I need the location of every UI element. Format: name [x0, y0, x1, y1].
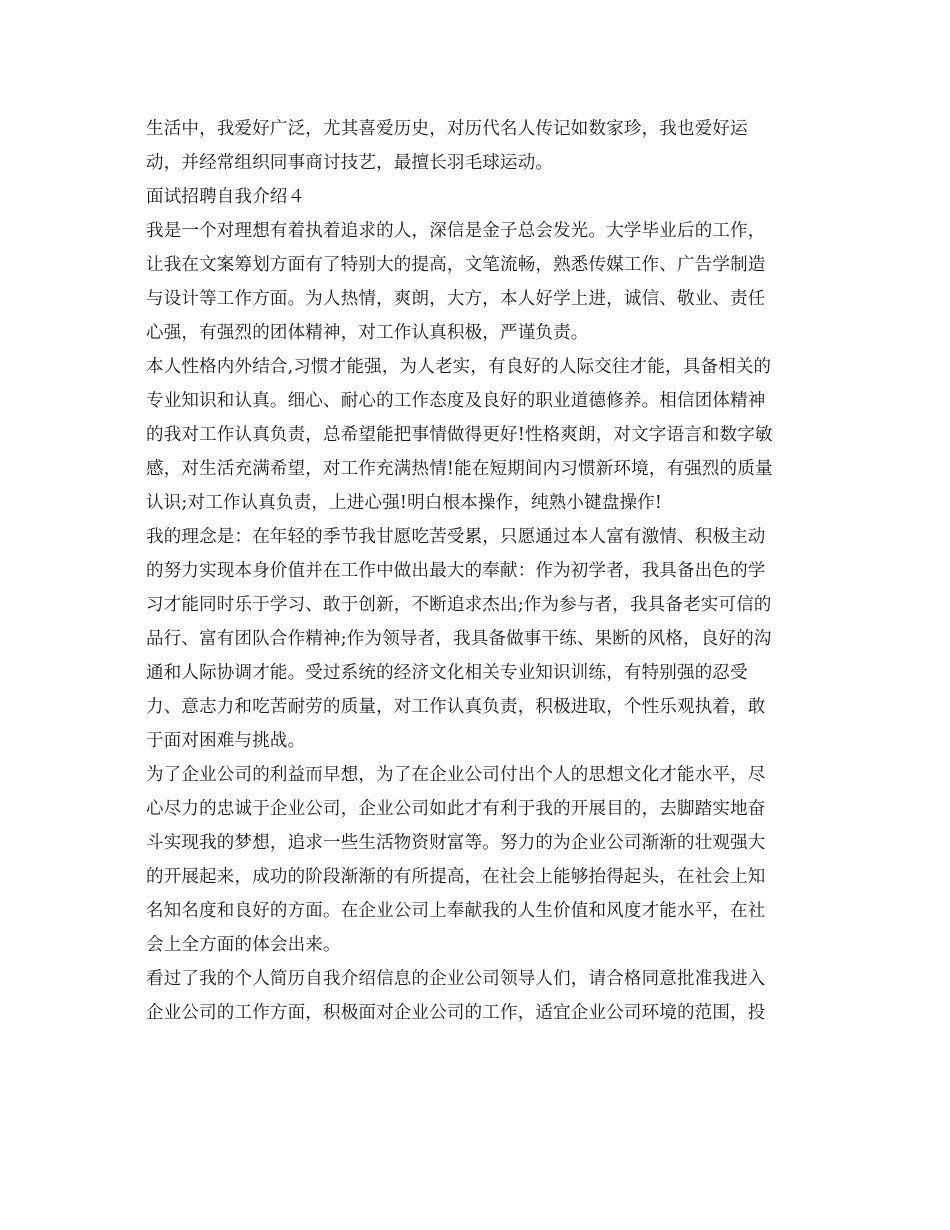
- text-line: 的开展起来，成功的阶段渐渐的有所提高，在社会上能够抬得起头，在社会上知: [146, 867, 766, 887]
- text-line: 看过了我的个人简历自我介绍信息的企业公司领导人们，请合格同意批准我进入: [146, 969, 766, 989]
- section-heading: 面试招聘自我介绍４: [146, 187, 306, 207]
- text-line: 通和人际协调才能。受过系统的经济文化相关专业知识训练，有特别强的忍受: [146, 663, 748, 683]
- text-line: 习才能同时乐于学习、敢于创新，不断追求杰出;作为参与者，我具备老实可信的: [146, 595, 772, 615]
- text-line: 专业知识和认真。细心、耐心的工作态度及良好的职业道德修养。相信团体精神: [146, 391, 766, 411]
- text-line: 于面对困难与挑战。: [146, 731, 306, 751]
- text-line: 与设计等工作方面。为人热情，爽朗，大方，本人好学上进，诚信、敬业、责任: [146, 289, 766, 309]
- text-line: 让我在文案筹划方面有了特别大的提高，文笔流畅，熟悉传媒工作、广告学制造: [146, 255, 766, 275]
- text-line: 的我对工作认真负责，总希望能把事情做得更好!性格爽朗，对文字语言和数字敏: [146, 425, 773, 445]
- text-line: 品行、富有团队合作精神;作为领导者，我具备做事干练、果断的风格，良好的沟: [146, 629, 772, 649]
- text-line: 会上全方面的体会出来。: [146, 935, 341, 955]
- text-line: 心尽力的忠诚于企业公司，企业公司如此才有利于我的开展目的，去脚踏实地奋: [146, 799, 766, 819]
- text-line: 名知名度和良好的方面。在企业公司上奉献我的人生价值和风度才能水平，在社: [146, 901, 766, 921]
- text-line: 我的理念是：在年轻的季节我甘愿吃苦受累，只愿通过本人富有激情、积极主动: [146, 527, 766, 547]
- text-line: 心强，有强烈的团体精神，对工作认真积极，严谨负责。: [146, 323, 589, 343]
- text-line: 企业公司的工作方面，积极面对企业公司的工作，适宜企业公司环境的范围，投: [146, 1003, 766, 1023]
- text-line: 本人性格内外结合,习惯才能强，为人老实，有良好的人际交往才能，具备相关的: [146, 357, 772, 377]
- text-line: 认识;对工作认真负责，上进心强!明白根本操作，纯熟小键盘操作!: [146, 493, 663, 513]
- text-line: 的努力实现本身价值并在工作中做出最大的奉献：作为初学者，我具备出色的学: [146, 561, 766, 581]
- text-line: 我是一个对理想有着执着追求的人，深信是金子总会发光。大学毕业后的工作，: [146, 221, 766, 241]
- text-line: 感，对生活充满希望，对工作充满热情!能在短期间内习惯新环境，有强烈的质量: [146, 459, 773, 479]
- text-line: 生活中，我爱好广泛，尤其喜爱历史，对历代名人传记如数家珍，我也爱好运: [146, 119, 748, 139]
- text-line: 斗实现我的梦想，追求一些生活物资财富等。努力的为企业公司渐渐的壮观强大: [146, 833, 766, 853]
- text-line: 动，并经常组织同事商讨技艺，最擅长羽毛球运动。: [146, 153, 554, 173]
- text-line: 力、意志力和吃苦耐劳的质量，对工作认真负责，积极进取，个性乐观执着，敢: [146, 697, 766, 717]
- text-line: 为了企业公司的利益而早想，为了在企业公司付出个人的思想文化才能水平，尽: [146, 765, 766, 785]
- document-body: [146, 112, 806, 1030]
